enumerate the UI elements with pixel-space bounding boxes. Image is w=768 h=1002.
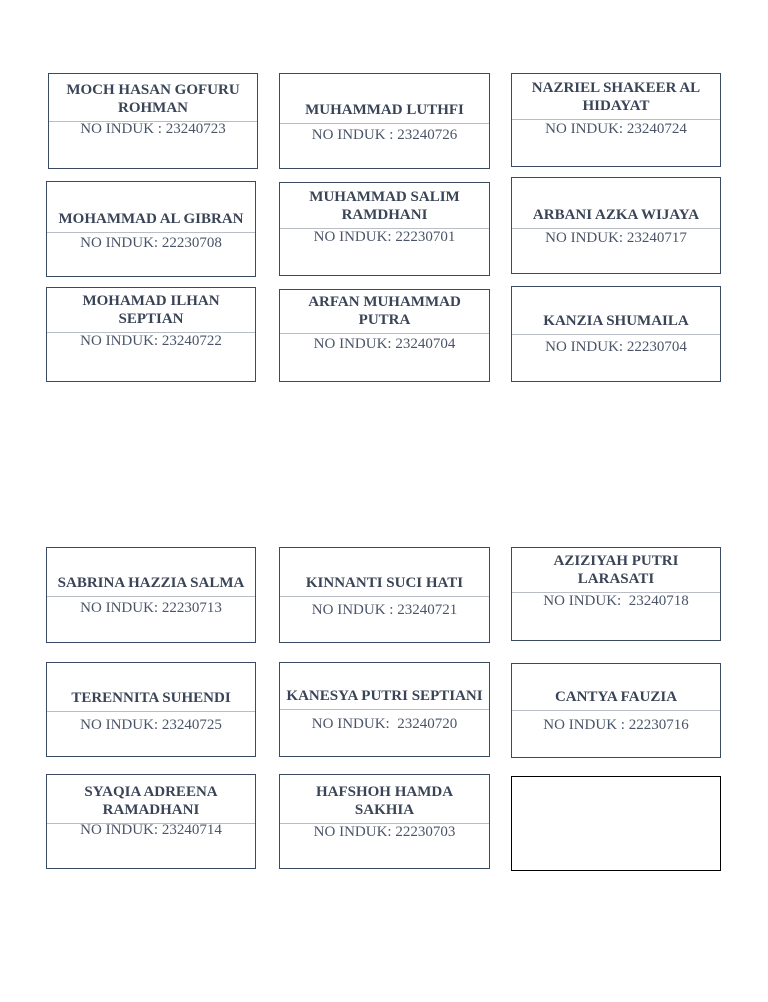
student-name: KANESYA PUTRI SEPTIANI (286, 688, 483, 704)
empty-card (511, 776, 721, 871)
student-name: MOCH HASAN GOFURU ROHMAN (66, 82, 240, 116)
student-name: TERENNITA SUHENDI (71, 690, 231, 706)
student-id: NO INDUK : 23240723 (80, 121, 226, 137)
student-id: NO INDUK : 22230716 (543, 717, 689, 733)
name-card (279, 547, 490, 643)
name-card (46, 662, 256, 757)
card-divider (512, 334, 720, 335)
student-id: NO INDUK: 23240704 (313, 336, 456, 352)
student-name: NAZRIEL SHAKEER AL HIDAYAT (531, 80, 701, 114)
name-card (511, 663, 721, 758)
student-name: MOHAMMAD AL GIBRAN (58, 211, 244, 227)
student-name: SYAQIA ADREENA RAMADHANI (84, 784, 218, 818)
student-id: NO INDUK: 22230701 (313, 229, 456, 245)
student-name: KANZIA SHUMAILA (543, 313, 689, 329)
student-name: AZIZIYAH PUTRI LARASATI (553, 553, 679, 587)
student-name: SABRINA HAZZIA SALMA (57, 575, 245, 591)
student-name: KINNANTI SUCI HATI (305, 575, 464, 591)
card-divider (47, 596, 255, 597)
name-card (279, 774, 490, 869)
card-divider (280, 333, 489, 334)
name-card (511, 177, 721, 274)
student-id: NO INDUK: 22230703 (313, 824, 456, 840)
student-name: MUHAMMAD LUTHFI (305, 102, 464, 118)
card-divider (47, 232, 255, 233)
name-card (46, 287, 256, 382)
name-card (511, 547, 721, 641)
student-id: NO INDUK: 23240720 (311, 716, 458, 732)
name-card (511, 286, 721, 382)
card-divider (280, 123, 489, 124)
name-card (48, 73, 258, 169)
name-card (46, 774, 256, 869)
name-card (46, 181, 256, 277)
student-id: NO INDUK: 23240724 (545, 121, 687, 137)
student-name: ARBANI AZKA WIJAYA (532, 207, 700, 223)
student-id: NO INDUK: 22230713 (80, 600, 222, 616)
card-divider (512, 710, 720, 711)
student-id: NO INDUK: 22230704 (545, 339, 687, 355)
student-id: NO INDUK: 23240722 (80, 333, 222, 349)
card-divider (47, 711, 255, 712)
student-id: NO INDUK: 23240714 (80, 822, 222, 838)
card-divider (280, 596, 489, 597)
student-name: HAFSHOH HAMDA SAKHIA (315, 784, 454, 818)
name-card (511, 73, 721, 167)
name-card (46, 547, 256, 643)
name-card (279, 73, 490, 169)
name-card (279, 182, 490, 276)
student-name: MUHAMMAD SALIM RAMDHANI (309, 189, 460, 223)
name-card (279, 662, 490, 757)
student-name: MOHAMAD ILHAN SEPTIAN (82, 293, 220, 327)
student-id: NO INDUK: 23240718 (543, 593, 689, 609)
name-card (279, 289, 490, 382)
student-id: NO INDUK : 23240721 (311, 602, 458, 618)
student-id: NO INDUK : 23240726 (311, 127, 458, 143)
student-id: NO INDUK: 23240725 (80, 717, 222, 733)
student-name: CANTYA FAUZIA (554, 689, 678, 705)
student-name: ARFAN MUHAMMAD PUTRA (308, 294, 461, 328)
card-divider (280, 709, 489, 710)
student-id: NO INDUK: 23240717 (545, 230, 687, 246)
student-id: NO INDUK: 22230708 (80, 235, 222, 251)
